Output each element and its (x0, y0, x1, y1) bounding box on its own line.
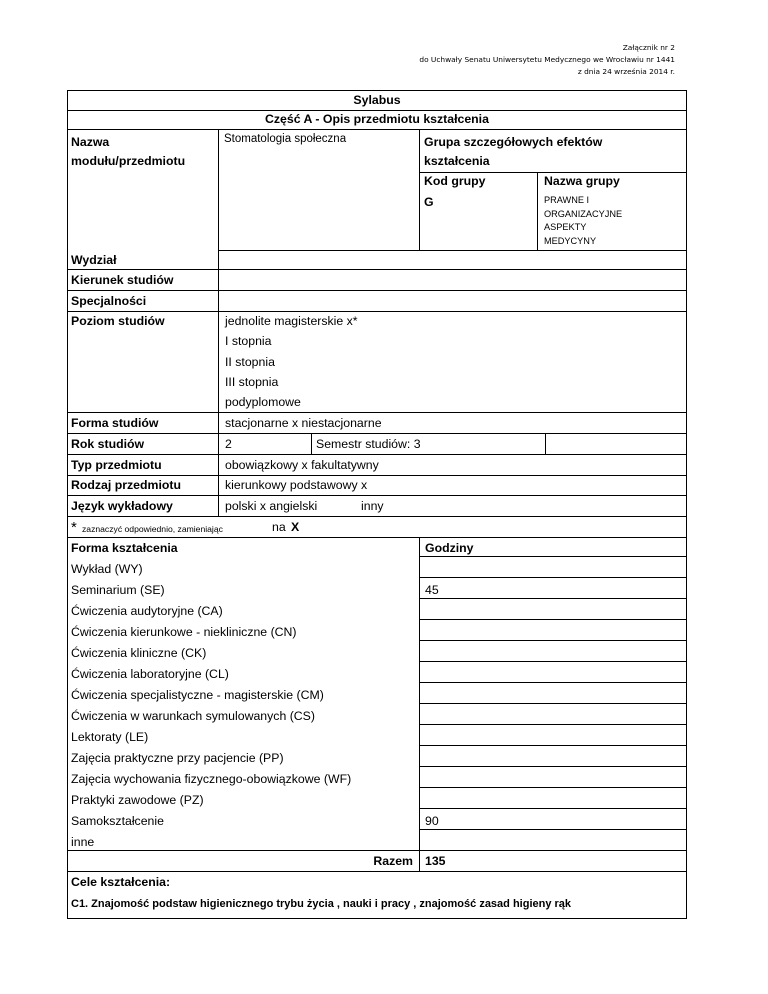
rule-wydzial (67, 269, 687, 270)
typ-label: Typ przedmiotu (71, 458, 162, 472)
hours-row-form: Samokształcenie (71, 814, 164, 828)
note-na: na (272, 520, 286, 534)
goal-c1: C1. Znajomość podstaw higienicznego trybu życia , nauki i pracy , znajomość zasad higieny rąk (71, 898, 572, 910)
group-name-line1: PRAWNE I (544, 195, 590, 205)
group-name-line3: ASPEKTY (544, 222, 587, 232)
rule-h2 (419, 598, 687, 599)
header-line-3: z dnia 24 września 2014 r. (577, 67, 675, 76)
rule-h7 (419, 703, 687, 704)
rule-hours-column (419, 537, 420, 872)
rule-h12 (419, 808, 687, 809)
group-name-label: Nazwa grupy (544, 174, 620, 188)
jezyk-inny: inny (361, 499, 384, 513)
rule-group-split (537, 172, 538, 250)
header-line-1: Załącznik nr 2 (622, 43, 675, 52)
forma-value: stacjonarne x niestacjonarne (225, 416, 382, 430)
rule-semestr-end (545, 433, 546, 454)
hours-row-form: Ćwiczenia kliniczne (CK) (71, 646, 207, 660)
header-line-2: do Uchwały Senatu Uniwersytetu Medycznego we Wrocławiu nr 1441 (419, 55, 675, 64)
typ-value: obowiązkowy x fakultatywny (225, 458, 379, 472)
syllabus-title: Sylabus (353, 93, 401, 107)
group-code-value: G (424, 195, 434, 209)
rule-jezyk (67, 516, 687, 517)
rule-rok (67, 454, 687, 455)
specjalnosci-label: Specjalności (71, 294, 147, 308)
rodzaj-label: Rodzaj przedmiotu (71, 478, 181, 492)
rule-forma (67, 433, 687, 434)
hours-row-form: Zajęcia wychowania fizycznego-obowiązkowe (WF) (71, 772, 352, 786)
wydzial-label: Wydział (71, 253, 117, 267)
hours-row-form: Ćwiczenia specjalistyczne - magisterskie (CM) (71, 688, 324, 702)
rule-group-left (419, 129, 420, 250)
hours-row-form: Ćwiczenia w warunkach symulowanych (CS) (71, 709, 315, 723)
hours-row-form: Ćwiczenia audytoryjne (CA) (71, 604, 223, 618)
border-top (67, 90, 687, 91)
group-title-line1: Grupa szczegółowych efektów (424, 135, 603, 149)
hours-row-form: Ćwiczenia kierunkowe - niekliniczne (CN) (71, 625, 297, 639)
kierunek-label: Kierunek studiów (71, 273, 174, 287)
rule-h10 (419, 766, 687, 767)
rule-typ (67, 475, 687, 476)
rule-h4 (419, 640, 687, 641)
module-name-value: Stomatologia społeczna (224, 133, 347, 145)
module-label-line1: Nazwa (71, 135, 110, 149)
rule-subtitle (67, 129, 687, 130)
hours-header-form: Forma kształcenia (71, 541, 178, 555)
jezyk-value: polski x angielski (225, 499, 318, 513)
group-code-label: Kod grupy (424, 174, 486, 188)
poziom-label: Poziom studiów (71, 314, 165, 328)
rule-h9 (419, 745, 687, 746)
rule-group-header (419, 172, 687, 173)
rule-kierunek (67, 290, 687, 291)
rule-rok-split (311, 433, 312, 454)
hours-row-value: 90 (425, 814, 439, 828)
group-name-line4: MEDYCYNY (544, 235, 597, 246)
border-left (67, 90, 68, 919)
note-star: * (71, 519, 77, 536)
document-header (419, 42, 675, 78)
rok-value: 2 (225, 437, 232, 451)
poziom-option-3: II stopnia (225, 355, 275, 369)
rule-after-total (67, 871, 687, 872)
rule-specjalnosci (67, 311, 687, 312)
jezyk-label: Język wykładowy (71, 499, 173, 513)
rule-rodzaj (67, 495, 687, 496)
syllabus-subtitle: Część A - Opis przedmiotu kształcenia (265, 112, 489, 126)
hours-row-value: 45 (425, 583, 439, 597)
note-text: zaznaczyć odpowiednio, zamieniając (82, 524, 223, 534)
rule-label-column (218, 129, 219, 516)
group-name-line2: ORGANIZACYJNE (544, 208, 623, 219)
semestr-value: Semestr studiów: 3 (316, 437, 421, 451)
hours-row-form: Ćwiczenia laboratoryjne (CL) (71, 667, 229, 681)
rule-note (67, 537, 687, 538)
rule-h1 (419, 577, 687, 578)
rule-h8 (419, 724, 687, 725)
hours-row-form: Seminarium (SE) (71, 583, 165, 597)
total-value: 135 (425, 854, 446, 868)
border-bottom (67, 918, 687, 919)
rodzaj-value: kierunkowy podstawowy x (225, 478, 368, 492)
rule-h11 (419, 787, 687, 788)
poziom-option-1: jednolite magisterskie x* (225, 314, 358, 328)
hours-row-form: Praktyki zawodowe (PZ) (71, 793, 204, 807)
total-label: Razem (373, 854, 413, 868)
rule-h6 (419, 682, 687, 683)
group-title-line2: kształcenia (424, 154, 490, 168)
border-right (686, 90, 687, 919)
hours-header-hours: Godziny (425, 541, 474, 555)
hours-row-form: inne (71, 835, 95, 849)
hours-row-form: Wykład (WY) (71, 562, 143, 576)
poziom-option-4: III stopnia (225, 375, 279, 389)
rule-before-total (67, 850, 687, 851)
goals-title: Cele kształcenia: (71, 875, 171, 889)
rule-title (67, 110, 687, 111)
rule-hours-header (419, 556, 687, 557)
rule-h3 (419, 619, 687, 620)
syllabus-form (67, 90, 686, 918)
rule-h13 (419, 829, 687, 830)
hours-row-form: Lektoraty (LE) (71, 730, 149, 744)
rule-module-bottom (218, 250, 687, 251)
hours-row-form: Zajęcia praktyczne przy pacjencie (PP) (71, 751, 284, 765)
forma-label: Forma studiów (71, 416, 159, 430)
rule-poziom (67, 412, 687, 413)
rok-label: Rok studiów (71, 437, 145, 451)
note-x: X (291, 520, 300, 534)
rule-h5 (419, 661, 687, 662)
module-label-line2: modułu/przedmiotu (71, 154, 186, 168)
poziom-option-5: podyplomowe (225, 395, 301, 409)
poziom-option-2: I stopnia (225, 334, 272, 348)
